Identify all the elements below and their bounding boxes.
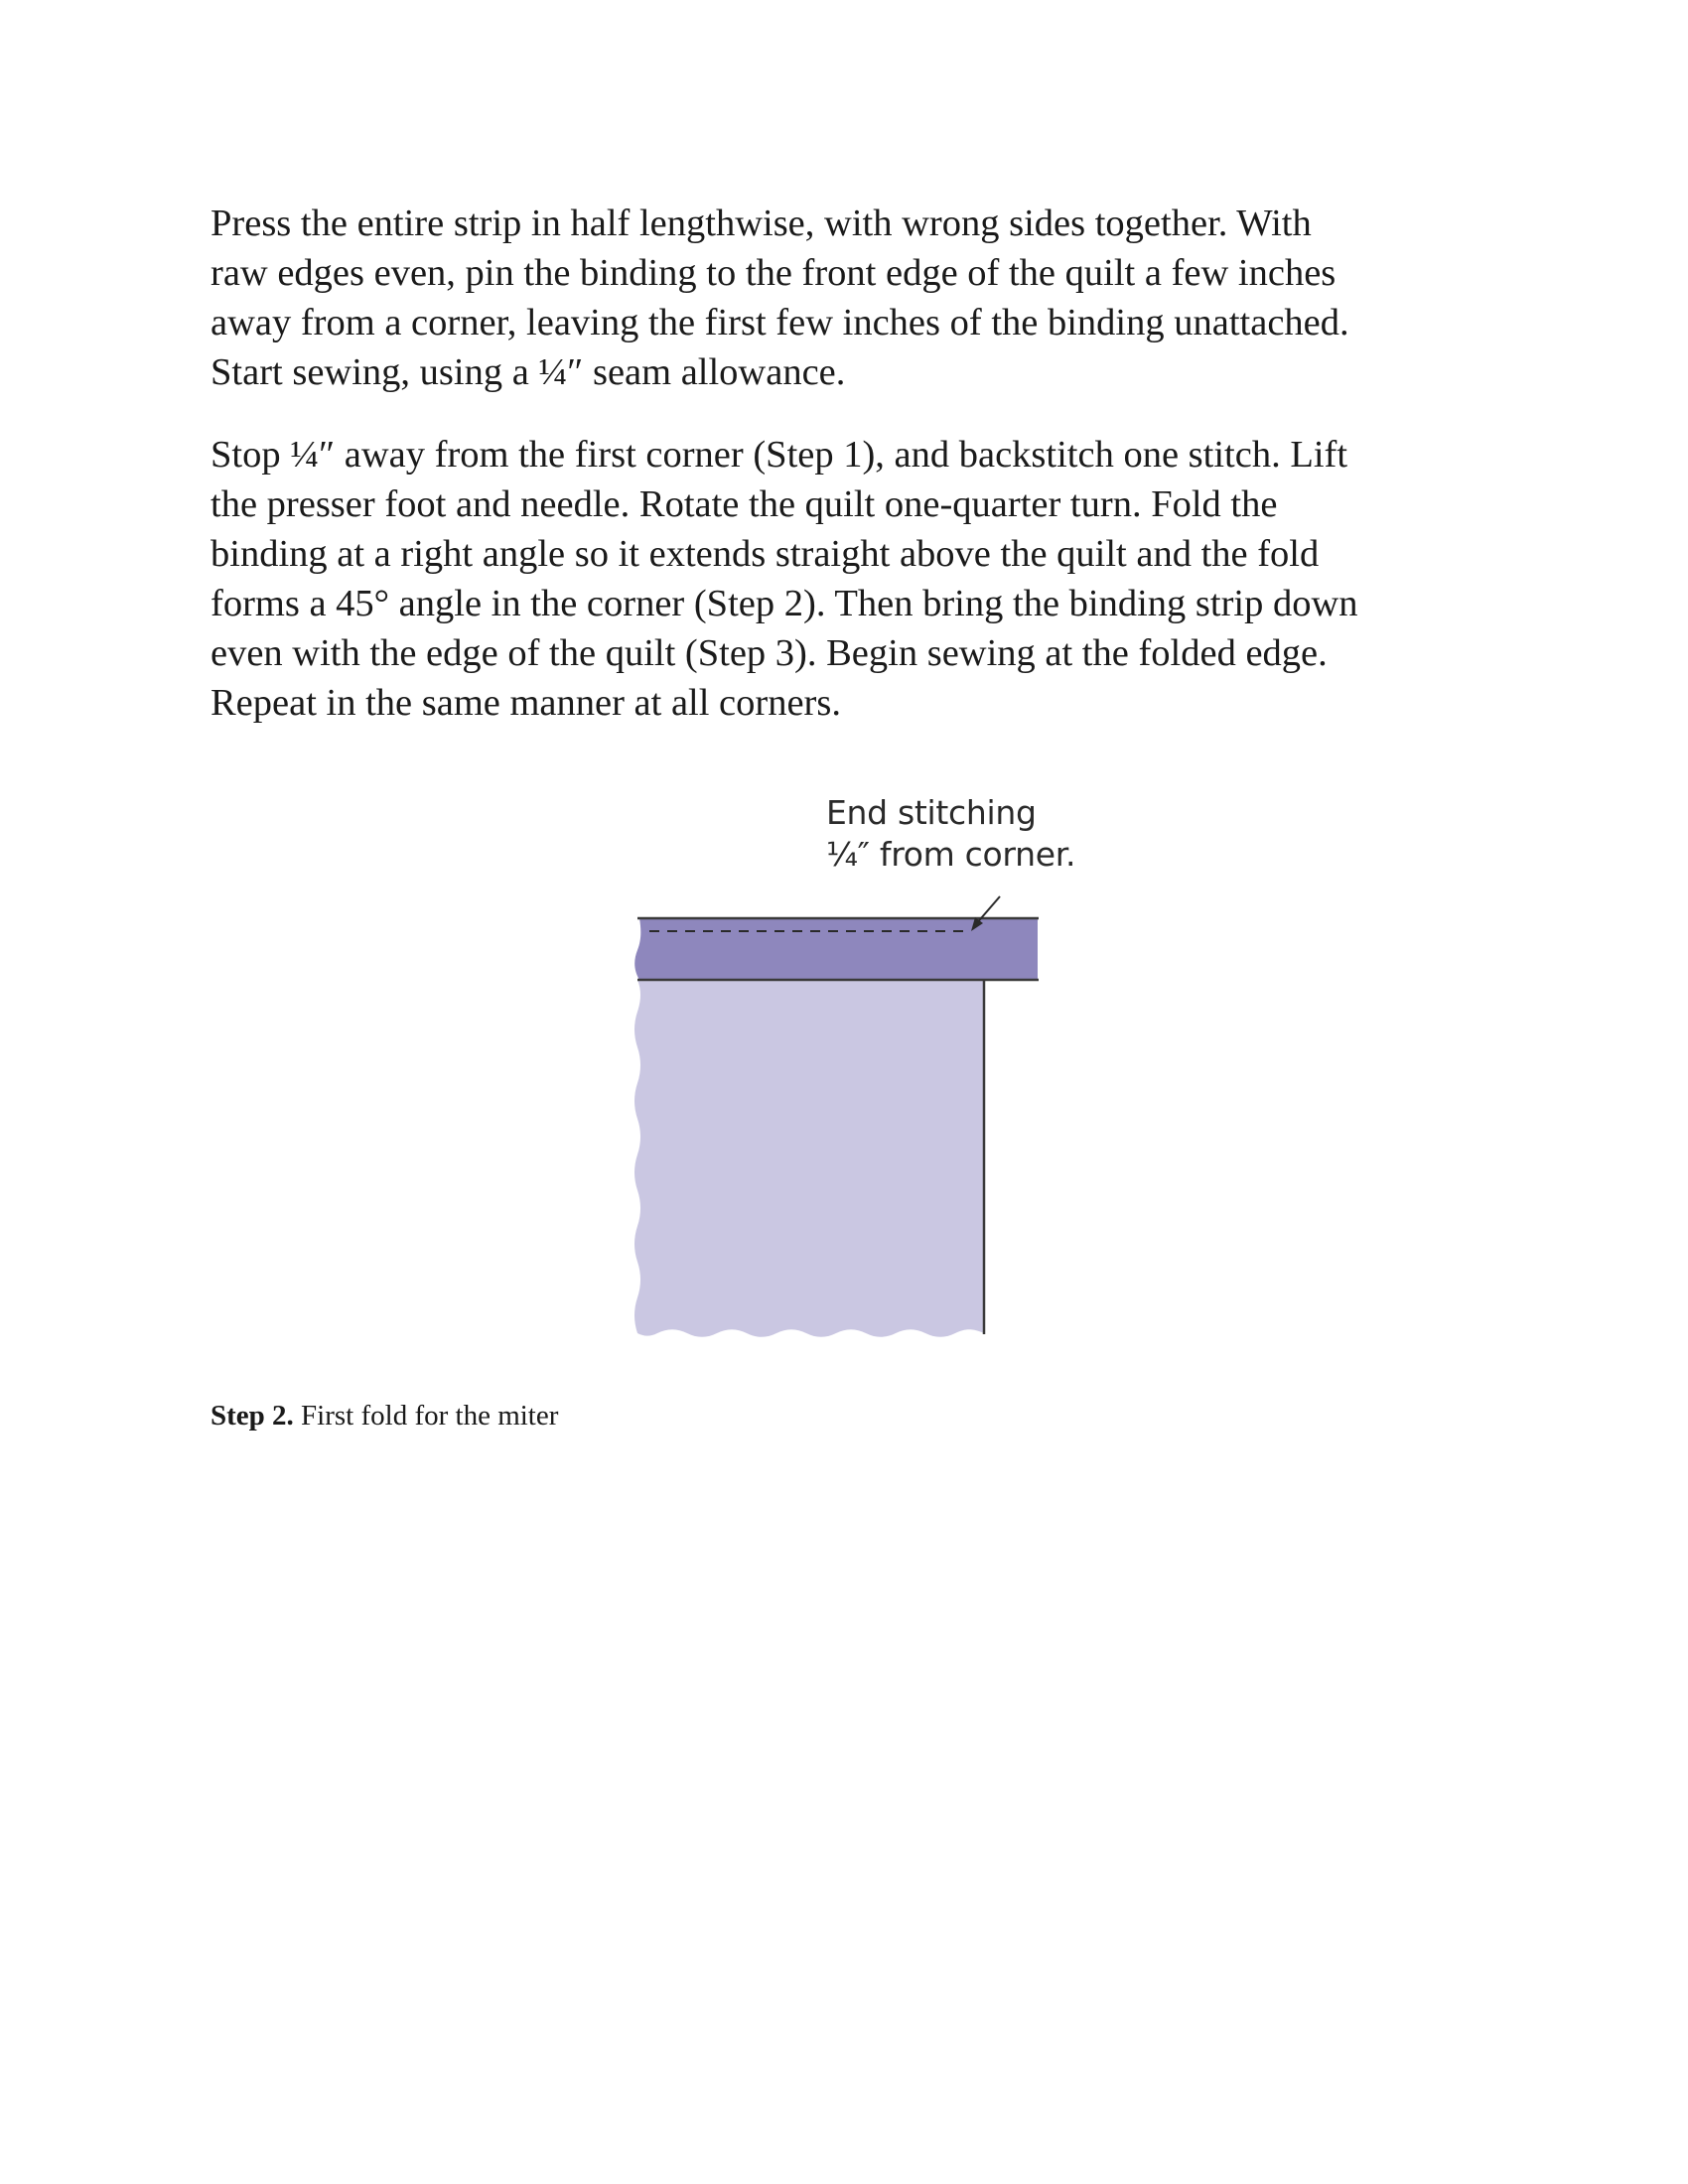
paragraph-line: binding at a right angle so it extends straight above the quilt and the fold [211, 533, 1320, 575]
paragraph-line: Start sewing, using a ¼″ seam allowance. [211, 351, 846, 393]
instruction-paragraph-1 [211, 199, 1501, 397]
callout-line: End stitching [826, 793, 1037, 832]
miter-fold-illustration [626, 789, 1102, 1345]
paragraph-line: raw edges even, pin the binding to the front edge of the quilt a few inches [211, 252, 1336, 294]
quilt-body [634, 980, 984, 1337]
callout-line: ¼″ from corner. [826, 835, 1076, 874]
paragraph-line: Repeat in the same manner at all corners. [211, 682, 841, 724]
caption-label: Step 2. [211, 1400, 294, 1432]
figure-caption [211, 1398, 558, 1433]
caption-text: First fold for the miter [293, 1400, 559, 1432]
paragraph-line: the presser foot and needle. Rotate the quilt one-quarter turn. Fold the [211, 483, 1278, 525]
paragraph-line: away from a corner, leaving the first few inches of the binding unattached. [211, 302, 1349, 343]
paragraph-line: forms a 45° angle in the corner (Step 2). Then bring the binding strip down [211, 583, 1358, 624]
binding-strip [634, 918, 1038, 980]
instruction-paragraph-2 [211, 430, 1501, 728]
paragraph-line: even with the edge of the quilt (Step 3). Begin sewing at the folded edge. [211, 632, 1328, 674]
paragraph-line: Stop ¼″ away from the first corner (Step 1), and backstitch one stitch. Lift [211, 434, 1348, 476]
paragraph-line: Press the entire strip in half lengthwise, with wrong sides together. With [211, 203, 1312, 244]
